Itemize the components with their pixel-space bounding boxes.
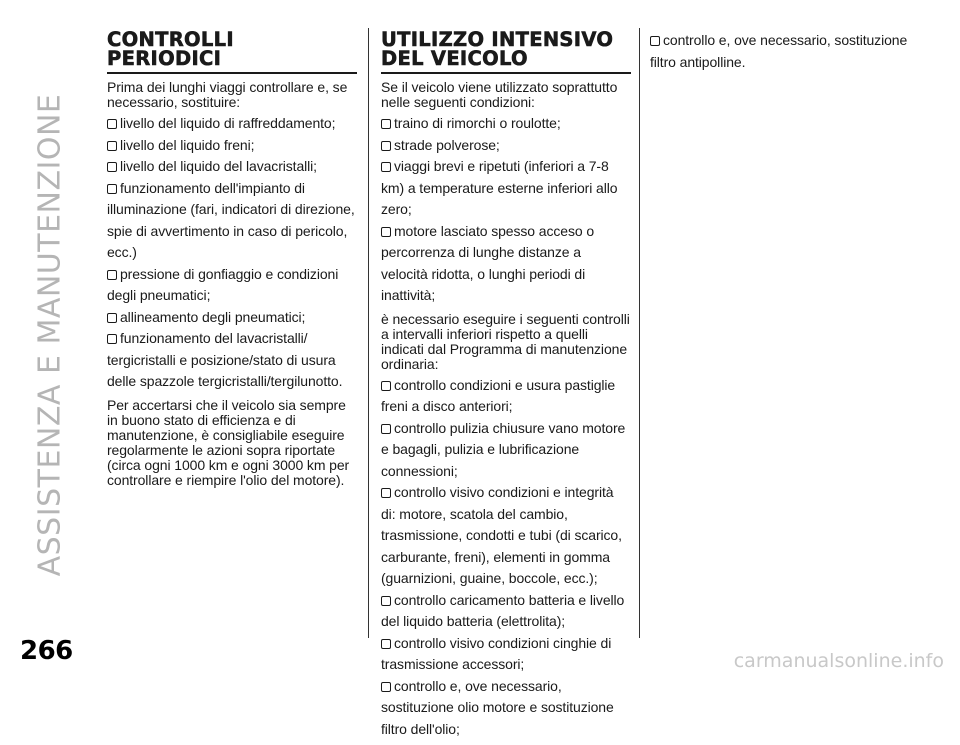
list-item: controllo e, ove necessario, sostituzione olio motore e sostituzione filtro dell'olio; bbox=[381, 677, 614, 737]
page-number: 266 bbox=[20, 636, 73, 666]
checkbox-bullet-icon bbox=[381, 227, 391, 237]
checkbox-bullet-icon bbox=[381, 488, 391, 498]
column-divider bbox=[368, 28, 369, 638]
checkbox-bullet-icon bbox=[107, 313, 117, 323]
checkbox-bullet-icon bbox=[381, 162, 391, 172]
conditions-list bbox=[381, 113, 631, 307]
list-item: controllo caricamento batteria e livello del liquido batteria (elettrolita); bbox=[381, 591, 625, 629]
section-side-title: ASSISTENZA E MANUTENZIONE bbox=[32, 93, 68, 577]
intro-paragraph: Prima dei lunghi viaggi controllare e, se necessario, sostituire: bbox=[107, 79, 348, 110]
list-item: funzionamento dell'impianto di illuminazione (fari, indicatori di direzione, spie di avvertimento in caso di pericolo, ecc.) bbox=[107, 179, 355, 260]
checkbox-bullet-icon bbox=[381, 682, 391, 692]
column-intensive-use bbox=[381, 30, 631, 745]
checks-list bbox=[381, 375, 631, 741]
column-continued bbox=[650, 30, 910, 78]
column-divider bbox=[639, 28, 640, 638]
checklist bbox=[107, 113, 357, 393]
checkbox-bullet-icon bbox=[107, 270, 117, 280]
list-item: allineamento degli pneumatici; bbox=[107, 307, 357, 329]
list-item: controllo condizioni e usura pastiglie freni a disco anteriori; bbox=[381, 376, 616, 414]
list-item: traino di rimorchi o roulotte; bbox=[381, 113, 631, 135]
list-item: controllo visivo condizioni cinghie di trasmissione accessori; bbox=[381, 634, 612, 672]
list-item: controllo e, ove necessario, sostituzione filtro antipolline. bbox=[650, 32, 908, 70]
checkbox-bullet-icon bbox=[107, 334, 117, 344]
middle-paragraph: è necessario eseguire i seguenti controlli a intervalli inferiori rispetto a quelli indicati dal Programma di manutenzione ordinaria: bbox=[381, 310, 630, 372]
checkbox-bullet-icon bbox=[107, 119, 117, 129]
column-periodic-checks bbox=[107, 30, 357, 491]
checkbox-bullet-icon bbox=[381, 424, 391, 434]
checkbox-bullet-icon bbox=[381, 639, 391, 649]
checkbox-bullet-icon bbox=[107, 141, 117, 151]
watermark: carmanualsonline.info bbox=[733, 650, 944, 672]
checkbox-bullet-icon bbox=[107, 162, 117, 172]
list-item: motore lasciato spesso acceso o percorrenza di lunghe distanze a velocità ridotta, o lunghi periodi di inattività; bbox=[381, 222, 595, 303]
list-item: livello del liquido di raffreddamento; bbox=[107, 113, 357, 135]
list-item: controllo visivo condizioni e integrità di: motore, scatola del cambio, trasmissione, condotti e tubi (di scarico, carburante, freni), elementi in gomma (guarnizioni, guaine, boccole, ecc.); bbox=[381, 484, 622, 586]
checkbox-bullet-icon bbox=[381, 381, 391, 391]
list-item: livello del liquido del lavacristalli; bbox=[107, 156, 357, 178]
checkbox-bullet-icon bbox=[650, 36, 660, 46]
list-item: livello del liquido freni; bbox=[107, 135, 357, 157]
list-item: pressione di gonfiaggio e condizioni degli pneumatici; bbox=[107, 265, 339, 303]
checkbox-bullet-icon bbox=[381, 596, 391, 606]
checkbox-bullet-icon bbox=[107, 184, 117, 194]
list-item: controllo pulizia chiusure vano motore e bagagli, pulizia e lubrificazione connessioni; bbox=[381, 419, 626, 479]
list-item: funzionamento del lavacristalli/ tergicristalli e posizione/stato di usura delle spazzole tergicristalli/tergilunotto. bbox=[107, 330, 343, 389]
checkbox-bullet-icon bbox=[381, 119, 391, 129]
checkbox-bullet-icon bbox=[381, 141, 391, 151]
list-item: viaggi brevi e ripetuti (inferiori a 7-8 km) a temperature esterne inferiori allo zero; bbox=[381, 158, 618, 217]
heading-periodic-checks: CONTROLLI PERIODICI bbox=[107, 30, 357, 74]
heading-intensive-use: UTILIZZO INTENSIVO DEL VEICOLO bbox=[381, 30, 631, 74]
intro-paragraph: Se il veicolo viene utilizzato soprattutto nelle seguenti condizioni: bbox=[381, 79, 618, 110]
outro-paragraph: Per accertarsi che il veicolo sia sempre in buono stato di efficienza e di manutenzione, è consigliabile eseguire regolarmente le azioni sopra riportate (circa ogni 1000 km e ogni 3000 km per controllare e riempire l'olio del motore). bbox=[107, 396, 350, 488]
list-item: strade polverose; bbox=[381, 135, 631, 157]
checks-list-continued bbox=[650, 30, 910, 73]
